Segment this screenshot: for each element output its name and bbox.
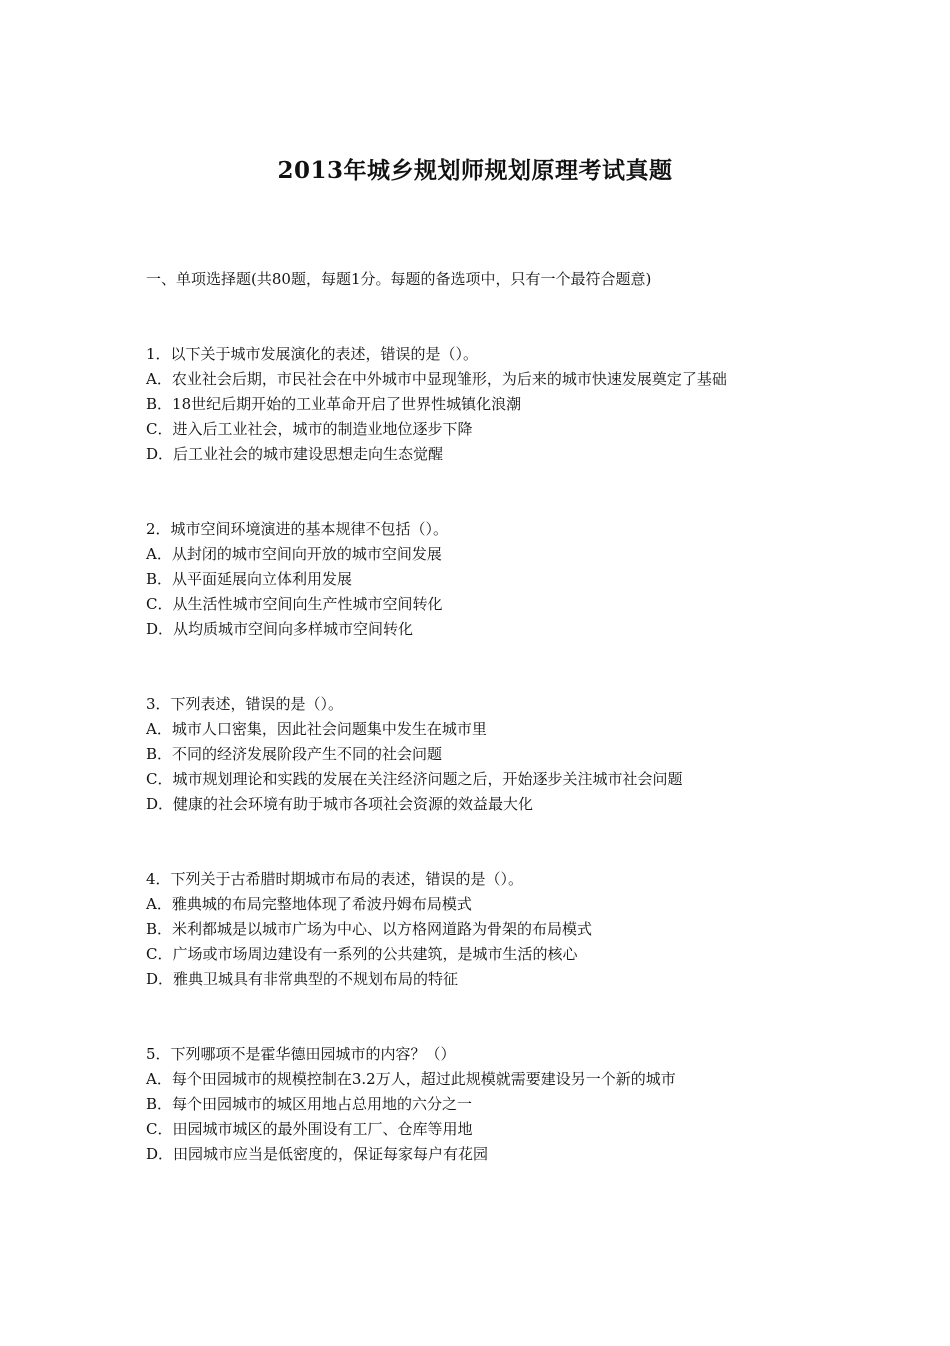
section-heading: 一、单项选择题(共80题，每题1分。每题的备选项中，只有一个最符合题意) [146, 270, 652, 288]
option-b: B．不同的经济发展阶段产生不同的社会问题 [146, 745, 443, 763]
question-2 [146, 517, 846, 642]
option-d: D．后工业社会的城市建设思想走向生态觉醒 [146, 445, 444, 463]
question-stem: 5．下列哪项不是霍华德田园城市的内容？（） [146, 1045, 456, 1063]
question-stem: 2．城市空间环境演进的基本规律不包括（）。 [146, 520, 449, 538]
question-3 [146, 692, 846, 817]
page-title: 2013年城乡规划师规划原理考试真题 [277, 157, 673, 184]
option-c: C．广场或市场周边建设有一系列的公共建筑，是城市生活的核心 [146, 945, 578, 963]
option-a: A．每个田园城市的规模控制在3.2万人，超过此规模就需要建设另一个新的城市 [146, 1070, 676, 1088]
question-stem: 3．下列表述，错误的是（）。 [146, 695, 344, 713]
option-d: D．从均质城市空间向多样城市空间转化 [146, 620, 414, 638]
option-b: B．从平面延展向立体利用发展 [146, 570, 353, 588]
option-a: A．城市人口密集，因此社会问题集中发生在城市里 [146, 720, 487, 738]
option-b: B．每个田园城市的城区用地占总用地的六分之一 [146, 1095, 473, 1113]
question-4 [146, 867, 846, 992]
question-1 [146, 342, 846, 467]
option-a: A．雅典城的布局完整地体现了希波丹姆布局模式 [146, 895, 472, 913]
option-c: C．进入后工业社会，城市的制造业地位逐步下降 [146, 420, 473, 438]
option-a: A．从封闭的城市空间向开放的城市空间发展 [146, 545, 442, 563]
option-b: B．米利都城是以城市广场为中心、以方格网道路为骨架的布局模式 [146, 920, 593, 938]
option-d: D．田园城市应当是低密度的，保证每家每户有花园 [146, 1145, 489, 1163]
option-b: B．18世纪后期开始的工业革命开启了世界性城镇化浪潮 [146, 395, 522, 413]
question-5 [146, 1042, 846, 1167]
question-stem: 4．下列关于古希腊时期城市布局的表述，错误的是（）。 [146, 870, 524, 888]
option-c: C．田园城市城区的最外围设有工厂、仓库等用地 [146, 1120, 473, 1138]
option-d: D．雅典卫城具有非常典型的不规划布局的特征 [146, 970, 459, 988]
option-c: C．城市规划理论和实践的发展在关注经济问题之后，开始逐步关注城市社会问题 [146, 770, 683, 788]
question-stem: 1．以下关于城市发展演化的表述，错误的是（）。 [146, 345, 479, 363]
option-c: C．从生活性城市空间向生产性城市空间转化 [146, 595, 443, 613]
option-d: D．健康的社会环境有助于城市各项社会资源的效益最大化 [146, 795, 534, 813]
option-a: A．农业社会后期，市民社会在中外城市中显现雏形，为后来的城市快速发展奠定了基础 [146, 370, 727, 388]
